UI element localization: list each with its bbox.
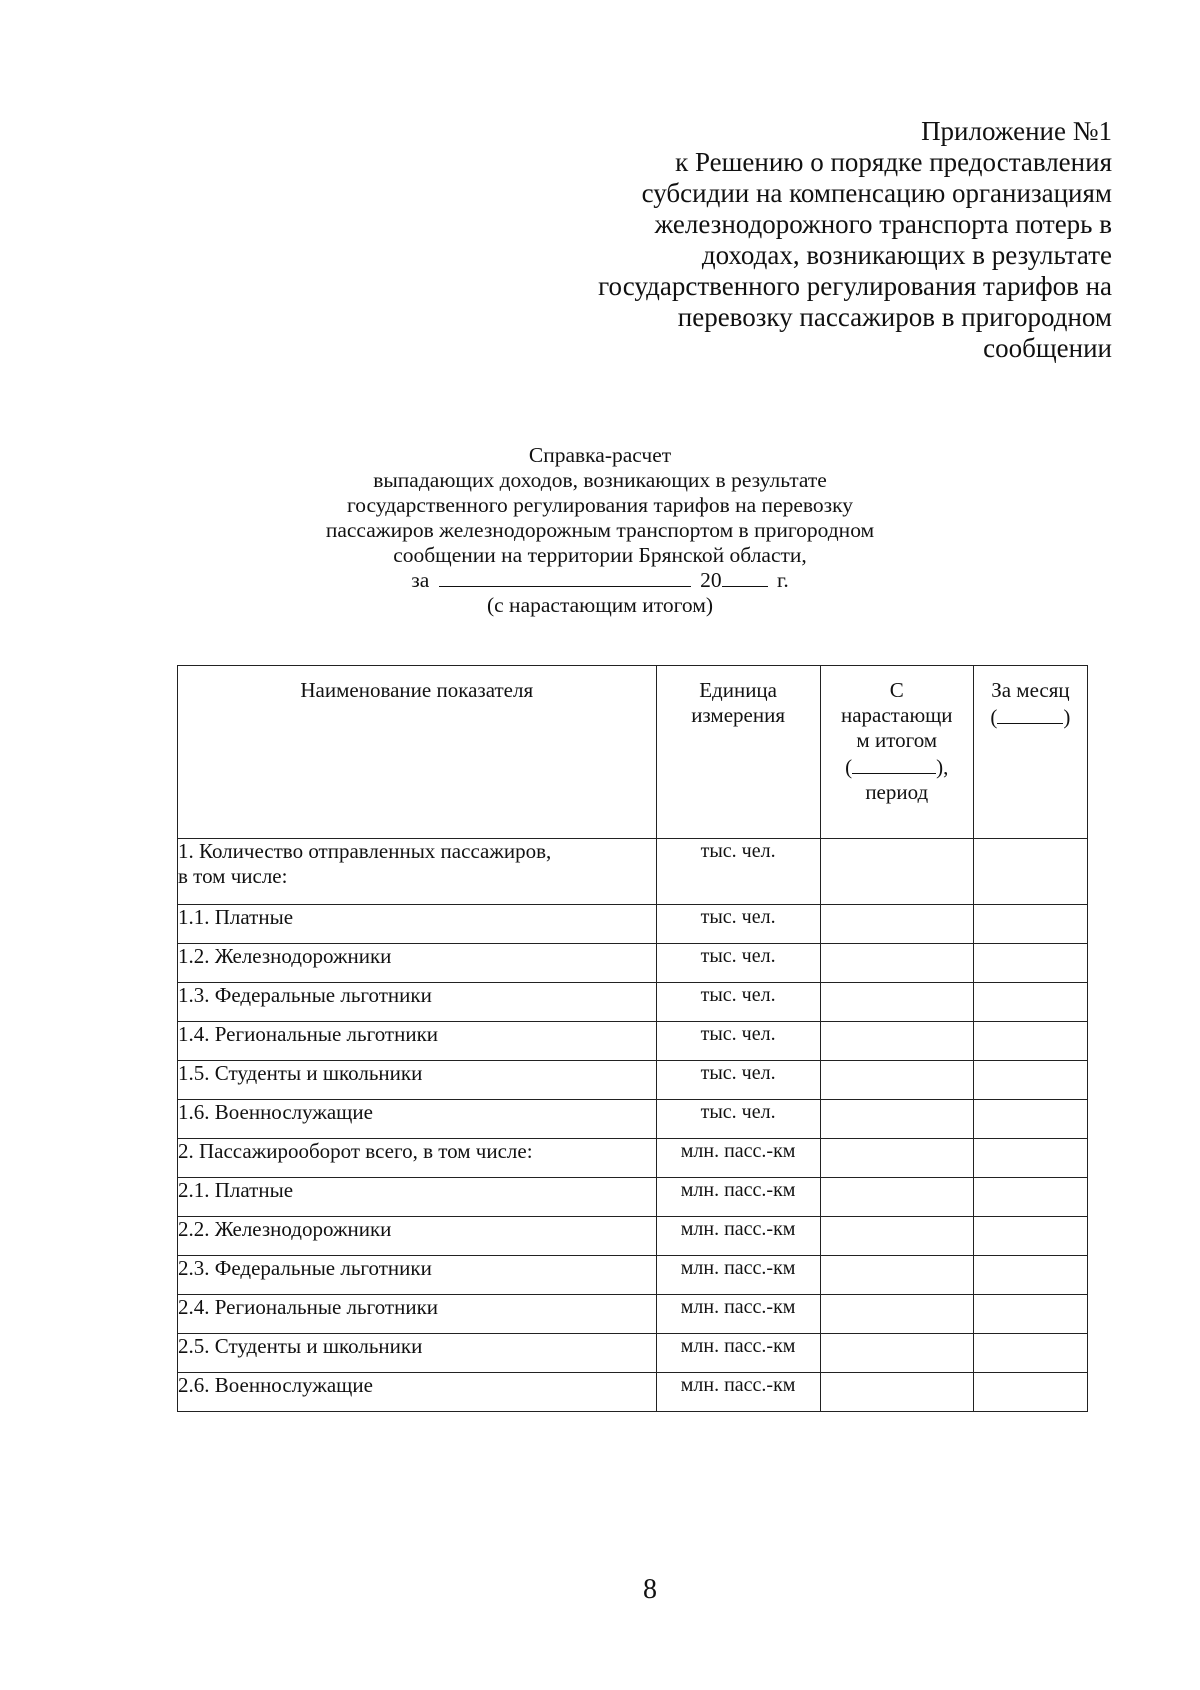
year-blank-field[interactable] (722, 568, 768, 587)
table-row (178, 1217, 1088, 1256)
unit-cell: млн. пасс.-км (656, 1334, 820, 1373)
unit-cell: млн. пасс.-км (656, 1295, 820, 1334)
document-heading (300, 443, 900, 618)
indicator-name-cell: 2.6. Военнослужащие (178, 1373, 657, 1412)
cumulative-value-cell[interactable] (820, 1022, 973, 1061)
header-unit-line: измерения (691, 703, 785, 727)
table-row (178, 1334, 1088, 1373)
appendix-line: железнодорожного транспорта потерь в (654, 209, 1112, 239)
table-row (178, 1178, 1088, 1217)
indicator-name-cell: 2.1. Платные (178, 1178, 657, 1217)
appendix-line: сообщении (983, 333, 1112, 363)
cumulative-value-cell[interactable] (820, 839, 973, 905)
indicator-name-cell: 1.4. Региональные льготники (178, 1022, 657, 1061)
cumulative-period-blank-field[interactable] (852, 753, 936, 774)
table-row (178, 1373, 1088, 1412)
heading-line: государственного регулирования тарифов на перевозку (346, 493, 854, 517)
table-row (178, 1100, 1088, 1139)
heading-line: пассажиров железнодорожным транспортом в пригородном (325, 518, 875, 542)
indicator-name-cell: 1.5. Студенты и школьники (178, 1061, 657, 1100)
indicator-name-cell: 2.2. Железнодорожники (178, 1217, 657, 1256)
header-cum-line: С (889, 678, 904, 702)
cumulative-value-cell[interactable] (820, 1334, 973, 1373)
header-month (973, 666, 1087, 839)
cumulative-value-cell[interactable] (820, 1100, 973, 1139)
unit-cell: млн. пасс.-км (656, 1217, 820, 1256)
month-value-cell[interactable] (973, 1139, 1087, 1178)
cumulative-value-cell[interactable] (820, 1139, 973, 1178)
header-unit-line: Единица (699, 678, 777, 702)
unit-cell: тыс. чел. (656, 944, 820, 983)
unit-cell: тыс. чел. (656, 839, 820, 905)
cumulative-note: (с нарастающим итогом) (486, 593, 714, 617)
month-value-cell[interactable] (973, 944, 1087, 983)
month-value-cell[interactable] (973, 1178, 1087, 1217)
month-value-cell[interactable] (973, 1022, 1087, 1061)
report-table (177, 665, 1088, 1412)
month-value-cell[interactable] (973, 983, 1087, 1022)
cumulative-value-cell[interactable] (820, 905, 973, 944)
indicator-name: 1. Количество отправленных пассажиров, (178, 839, 552, 863)
unit-cell: тыс. чел. (656, 905, 820, 944)
header-cum-line: м итогом (856, 728, 938, 752)
cumulative-value-cell[interactable] (820, 1256, 973, 1295)
header-month-open: ( (990, 705, 998, 729)
month-value-cell[interactable] (973, 1334, 1087, 1373)
header-cum-open: ( (845, 755, 853, 779)
table-row (178, 1061, 1088, 1100)
month-value-cell[interactable] (973, 1061, 1087, 1100)
header-month-close: ) (1063, 705, 1071, 729)
appendix-line: перевозку пассажиров в пригородном (677, 302, 1112, 332)
cumulative-value-cell[interactable] (820, 944, 973, 983)
heading-title: Справка-расчет (528, 443, 672, 467)
indicator-name-cell: 2.5. Студенты и школьники (178, 1334, 657, 1373)
month-value-cell[interactable] (973, 1256, 1087, 1295)
month-blank-field[interactable] (997, 703, 1063, 724)
month-value-cell[interactable] (973, 1373, 1087, 1412)
month-value-cell[interactable] (973, 1100, 1087, 1139)
header-name-label: Наименование показателя (300, 678, 534, 702)
table-row (178, 1256, 1088, 1295)
table-header-row (178, 666, 1088, 839)
appendix-block (492, 116, 1112, 364)
month-value-cell[interactable] (973, 1295, 1087, 1334)
table-row (178, 839, 1088, 905)
table-row (178, 944, 1088, 983)
appendix-title: Приложение №1 (921, 116, 1112, 146)
appendix-line: к Решению о порядке предоставления (675, 147, 1112, 177)
indicator-name-cell: 2. Пассажирооборот всего, в том числе: (178, 1139, 657, 1178)
header-name (178, 666, 657, 839)
header-cum-line: период (865, 780, 929, 804)
table-row (178, 1139, 1088, 1178)
cumulative-value-cell[interactable] (820, 983, 973, 1022)
table-row (178, 983, 1088, 1022)
heading-line: выпадающих доходов, возникающих в результате (373, 468, 827, 492)
unit-cell: тыс. чел. (656, 983, 820, 1022)
indicator-name-cell: 1.2. Железнодорожники (178, 944, 657, 983)
table-row (178, 1022, 1088, 1061)
period-line (300, 568, 900, 593)
month-value-cell[interactable] (973, 905, 1087, 944)
cumulative-value-cell[interactable] (820, 1178, 973, 1217)
indicator-name-cell: 1.3. Федеральные льготники (178, 983, 657, 1022)
appendix-line: государственного регулирования тарифов на (598, 271, 1112, 301)
table-row (178, 1295, 1088, 1334)
cumulative-value-cell[interactable] (820, 1295, 973, 1334)
header-cum-close: ), (936, 755, 949, 779)
table-row (178, 905, 1088, 944)
indicator-name-cell (178, 839, 657, 905)
header-cum-line: нарастающи (840, 703, 953, 727)
indicator-name: в том числе: (178, 864, 288, 888)
cumulative-value-cell[interactable] (820, 1217, 973, 1256)
month-value-cell[interactable] (973, 1217, 1087, 1256)
unit-cell: тыс. чел. (656, 1100, 820, 1139)
month-value-cell[interactable] (973, 839, 1087, 905)
appendix-line: доходах, возникающих в результате (701, 240, 1112, 270)
period-blank-field[interactable] (439, 568, 691, 587)
period-year: 20 (700, 568, 722, 592)
header-unit (656, 666, 820, 839)
unit-cell: млн. пасс.-км (656, 1256, 820, 1295)
indicator-name-cell: 1.6. Военнослужащие (178, 1100, 657, 1139)
unit-cell: тыс. чел. (656, 1022, 820, 1061)
unit-cell: млн. пасс.-км (656, 1373, 820, 1412)
header-cumulative (820, 666, 973, 839)
indicator-name-cell: 2.3. Федеральные льготники (178, 1256, 657, 1295)
period-prefix: за (411, 568, 430, 592)
header-month-line: За месяц (991, 678, 1070, 702)
indicator-name-cell: 2.4. Региональные льготники (178, 1295, 657, 1334)
appendix-line: субсидии на компенсацию организациям (641, 178, 1112, 208)
unit-cell: тыс. чел. (656, 1061, 820, 1100)
unit-cell: млн. пасс.-км (656, 1178, 820, 1217)
indicator-name-cell: 1.1. Платные (178, 905, 657, 944)
cumulative-value-cell[interactable] (820, 1373, 973, 1412)
heading-line: сообщении на территории Брянской области, (393, 543, 807, 567)
period-suffix: г. (776, 568, 789, 592)
page-number: 8 (643, 1574, 657, 1605)
cumulative-value-cell[interactable] (820, 1061, 973, 1100)
unit-cell: млн. пасс.-км (656, 1139, 820, 1178)
